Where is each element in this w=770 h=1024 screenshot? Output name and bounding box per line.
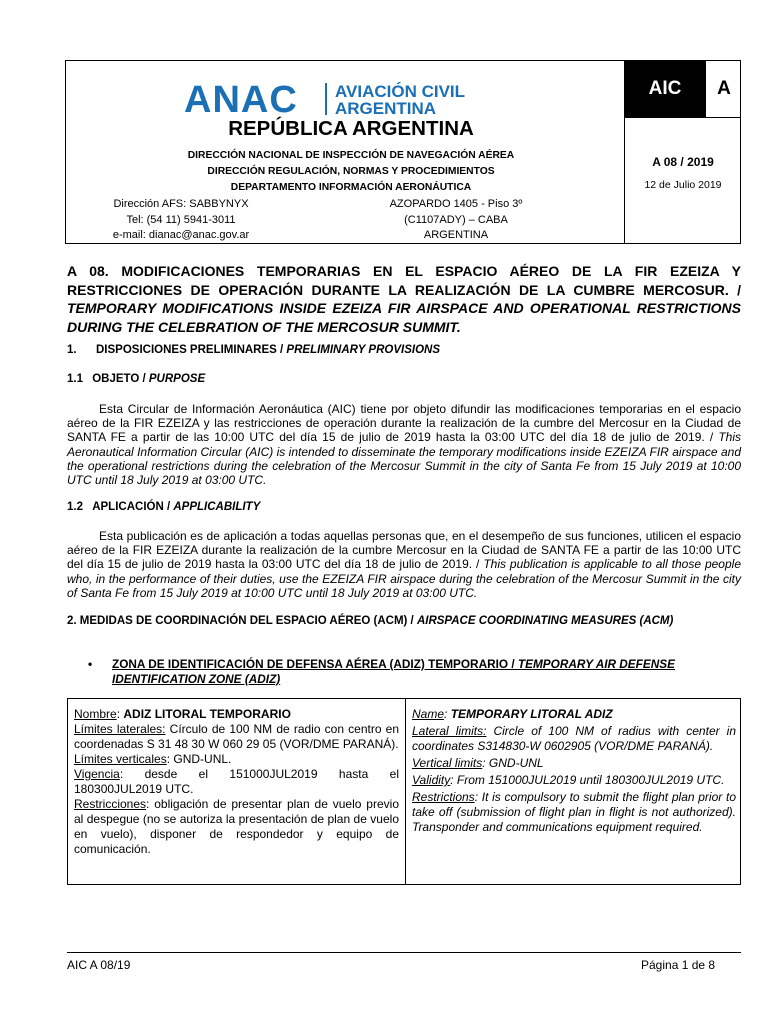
restrictions-value-es: : obligación de presentar plan de vuelo previo al despegue (no se autoriza la presentación de plan de vuelo en vuelo), disponer de respondedor y equipo de comunicación. [74, 797, 399, 856]
adiz-name-en: Name: TEMPORARY LITORAL ADIZ [412, 707, 613, 721]
restrictions-value-en: : It is compulsory to submit the flight plan prior to take off (submission of flight plan in flight is not authorized). Transponder and communications equipment required. [412, 790, 736, 834]
adiz-lateral-es [74, 722, 399, 752]
section-1-1-body-en: This Aeronautical Information Circular (AIC) is intended to disseminate the temporary modifications inside EZEIZA FIR airspace and the operational restrictions during the celebration of the Mercosur Summit in the city of Santa Fe from 15 July 2019 at 10:00 UTC until 18 July 2019 at 03:00 UTC. [67, 430, 741, 488]
directorate-line-1: DIRECCIÓN NACIONAL DE INSPECCIÓN DE NAVEGACIÓN AÉREA [187, 150, 515, 161]
section-1-heading [67, 344, 440, 356]
section-1-1-number: 1.1 [67, 373, 83, 385]
email: e-mail: dianac@anac.gov.ar [112, 229, 250, 241]
restrictions-label-en: Restrictions [412, 790, 475, 804]
section-1-1-heading [67, 373, 205, 385]
name-value-en: TEMPORARY LITORAL ADIZ [450, 707, 613, 721]
lateral-value-es: Círculo de 100 NM de radio con centro en coordenadas S 31 48 30 W 060 29 05 (VOR/DME PARANÁ). [74, 722, 400, 751]
vertical-label-es: Límites verticales [74, 752, 167, 766]
footer-divider [67, 952, 741, 953]
contact-info [101, 197, 261, 244]
bullet-es: ZONA DE IDENTIFICACIÓN DE DEFENSA AÉREA (ADIZ) TEMPORARIO / [112, 657, 518, 671]
title-es: A 08. MODIFICACIONES TEMPORARIAS EN EL ESPACIO AÉREO DE LA FIR EZEIZA Y RESTRICCIONES DE OPERACIÓN DURANTE LA REALIZACIÓN DE LA CUMBRE MERCOSUR. / [67, 263, 741, 298]
logo-divider [325, 83, 327, 115]
title-en: TEMPORARY MODIFICATIONS INSIDE EZEIZA FIR AIRSPACE AND OPERATIONAL RESTRICTIONS DURING THE CELEBRATION OF THE MERCOSUR SUMMIT. [67, 300, 741, 335]
adiz-restrictions-es [74, 797, 399, 857]
lateral-value-en: Circle of 100 NM of radius with center in coordinates S314830-W 0602905 (VOR/DME PARANÁ). [412, 724, 737, 753]
logo-line1: AVIACIÓN CIVIL [335, 82, 466, 101]
footer-aic-ref: AIC A 08/19 [67, 958, 131, 972]
address-line-3: ARGENTINA [423, 229, 489, 241]
aic-series: A [705, 61, 742, 118]
adiz-spanish-column [68, 699, 405, 884]
section-1-2-body-es: Esta publicación es de aplicación a todas aquellas personas que, en el desempeño de sus funciones, utilicen el espacio aéreo de la FIR EZEIZA durante la realización de la cumbre Mercosur en la Ciudad de SANTA FE a partir de las 10:00 UTC del día 15 de julio de 2019 hasta la 03:00 UTC del día 18 de julio de 2019. / [67, 529, 741, 572]
section-1-2-es: APLICACIÓN / [92, 501, 174, 513]
adiz-vertical-en [412, 756, 736, 771]
section-1-2-number: 1.2 [67, 501, 83, 513]
aic-header [65, 60, 741, 244]
document-title [67, 262, 741, 336]
adiz-lateral-en [412, 724, 736, 754]
section-2-en: AIRSPACE COORDINATING MEASURES (ACM) [416, 615, 674, 627]
address-line-2: (C1107ADY) – CABA [404, 213, 508, 226]
section-1-2-en: APPLICABILITY [173, 501, 261, 513]
section-1-number: 1. [67, 344, 77, 356]
directorate-line-3: DEPARTAMENTO INFORMACIÓN AERONÁUTICA [230, 182, 472, 193]
section-1-1-es: OBJETO / [92, 373, 149, 385]
section-1-1-body [67, 402, 741, 487]
section-1-1-body-es: Esta Circular de Información Aeronáutica (AIC) tiene por objeto difundir las modificaciones temporarias en el espacio aéreo de la FIR EZEIZA y las restricciones de operación durante la realización de la cumbre del Mercosur en la Ciudad de SANTA FE a partir de las 10:00 UTC del día 15 de julio de 2019 hasta la 03:00 UTC del día 18 de julio de 2019. / [67, 402, 741, 445]
name-value-es: ADIZ LITORAL TEMPORARIO [123, 707, 291, 721]
adiz-name-es: Nombre: ADIZ LITORAL TEMPORARIO [74, 707, 291, 721]
header-right-panel [624, 61, 741, 243]
logo-mark: ANAC [184, 79, 298, 119]
section-1-en: PRELIMINARY PROVISIONS [286, 344, 440, 356]
bullet-en: TEMPORARY AIR DEFENSE IDENTIFICATION ZONE (ADIZ) [112, 657, 676, 686]
lateral-label-en: Lateral limits: [412, 724, 487, 738]
adiz-restrictions-en [412, 790, 736, 835]
aic-label: AIC [625, 61, 705, 118]
anac-logo [184, 79, 524, 119]
aic-date: 12 de Julio 2019 [644, 179, 722, 191]
footer-page-number: Página 1 de 8 [641, 958, 716, 972]
bullet-dot: • [88, 657, 93, 671]
directorate-lines [66, 148, 636, 196]
section-2-heading [67, 614, 741, 629]
validity-label-en: Validity [412, 773, 451, 787]
aic-label-row [625, 61, 741, 118]
validity-value-es: : desde el 151000JUL2019 hasta el 180300JUL2019 UTC. [74, 767, 399, 796]
adiz-validity-en [412, 773, 736, 788]
section-1-1-en: PURPOSE [148, 373, 206, 385]
adiz-table [67, 698, 741, 885]
name-label-es: Nombre [74, 707, 117, 721]
header-left-panel [66, 61, 624, 243]
country-title: REPÚBLICA ARGENTINA [228, 117, 474, 140]
lateral-label-es: Límites laterales: [74, 722, 166, 736]
logo-line2: ARGENTINA [335, 99, 437, 118]
adiz-bullet [88, 657, 743, 687]
vertical-label-en: Vertical limits [412, 756, 483, 770]
section-1-es: DISPOSICIONES PRELIMINARES / [96, 344, 287, 356]
section-1-2-heading [67, 501, 260, 513]
vertical-value-es: : GND-UNL. [166, 752, 232, 766]
vertical-value-en: : GND-UNL [482, 756, 544, 770]
telephone: Tel: (54 11) 5941-3011 [126, 213, 236, 226]
bullet-text [112, 657, 743, 687]
restrictions-label-es: Restricciones [74, 797, 147, 811]
validity-label-es: Vigencia [74, 767, 120, 781]
section-1-text [96, 344, 440, 356]
adiz-vertical-es [74, 752, 399, 767]
adiz-english-column [405, 699, 742, 884]
postal-address [366, 197, 546, 244]
directorate-line-2: DIRECCIÓN REGULACIÓN, NORMAS Y PROCEDIMIENTOS [207, 166, 495, 177]
validity-value-en: : From 151000JUL2019 until 180300JUL2019 UTC. [450, 773, 725, 787]
section-1-2-body-en: This publication is applicable to all those people who, in the performance of their duties, use the EZEIZA FIR airspace during the celebration of the Mercosur Summit in the city of Santa Fe from 15 July 2019 at 10:00 UTC until 18 July 2019 at 03:00 UTC. [67, 557, 741, 600]
name-label-en: Name [412, 707, 445, 721]
adiz-validity-es [74, 767, 399, 797]
section-2-es: MEDIDAS DE COORDINACIÓN DEL ESPACIO AÉREO (ACM) / [79, 615, 417, 627]
afs-address: Dirección AFS: SABBYNYX [113, 198, 249, 210]
section-2-number: 2. [67, 615, 77, 627]
address-line-1: AZOPARDO 1405 - Piso 3º [389, 198, 523, 210]
section-1-2-body [67, 529, 741, 600]
aic-number: A 08 / 2019 [652, 155, 714, 169]
